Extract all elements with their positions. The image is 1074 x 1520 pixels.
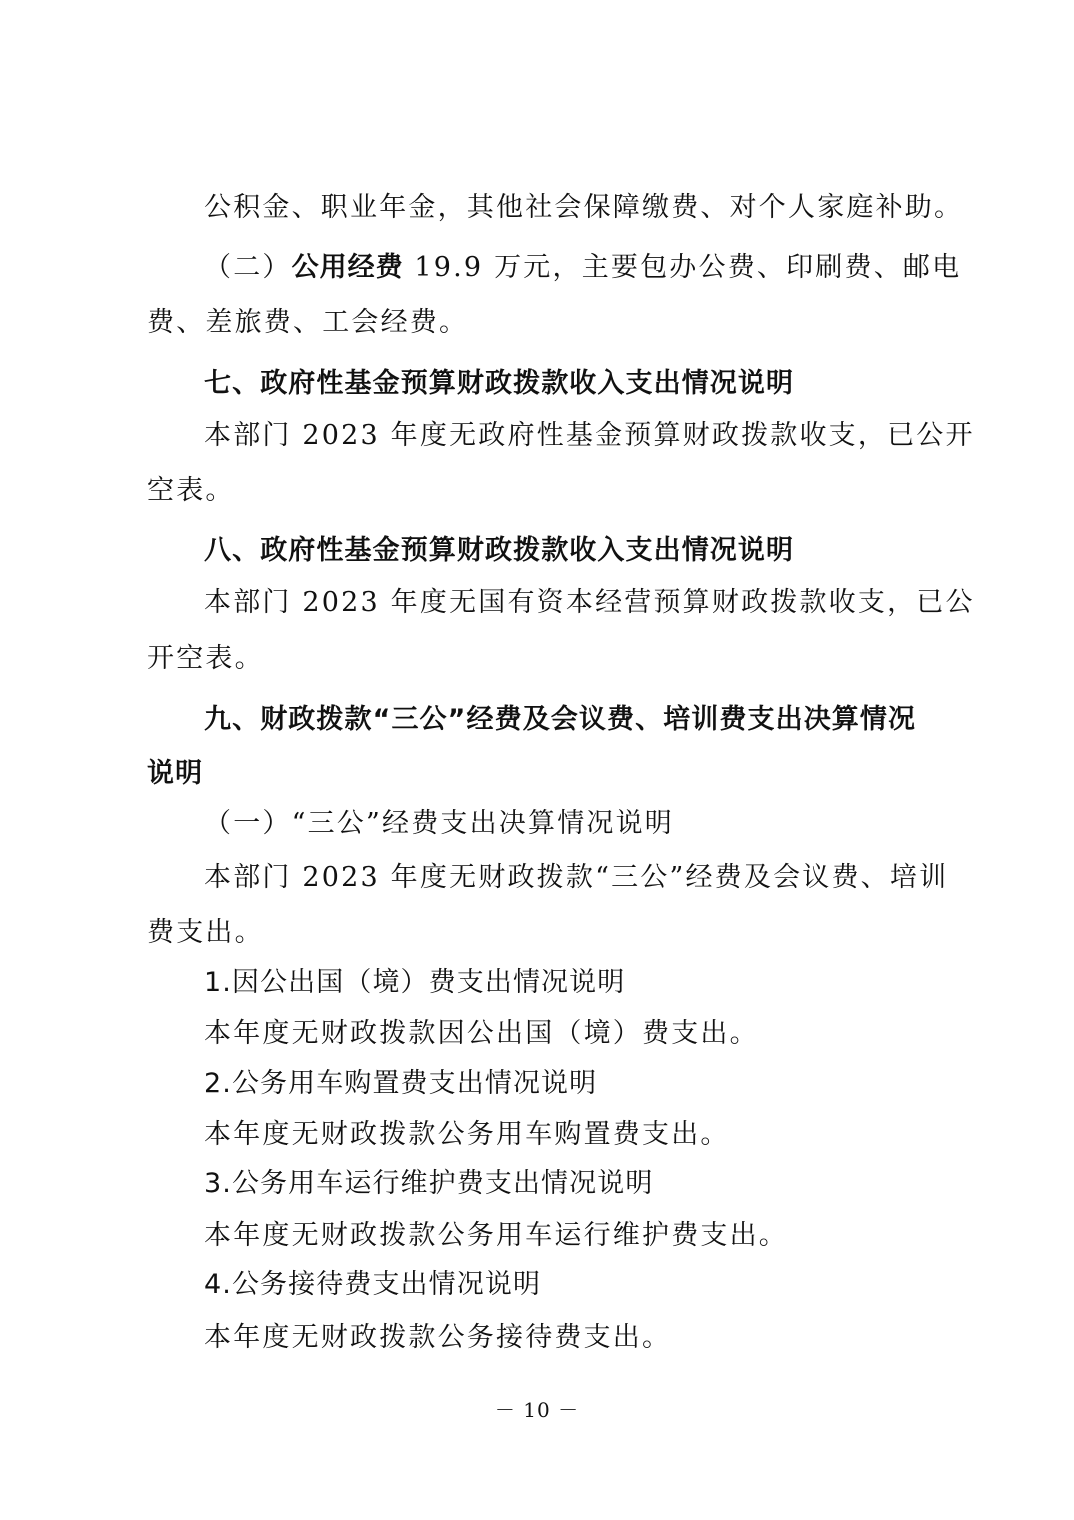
section-heading-7: 七、政府性基金预算财政拨款收入支出情况说明 [204,368,795,399]
page-number: － 10 － [494,1398,580,1422]
public-expense-label: 公用经费 [291,252,404,283]
section-heading-9-continued: 说明 [147,758,204,789]
public-expense-prefix: （二） [204,252,292,283]
paragraph-line: 本年度无财政拨款因公出国（境）费支出。 [204,1018,759,1049]
paragraph-line: 本部门 2023 年度无国有资本经营预算财政拨款收支，已公 [204,587,975,618]
paragraph-line: 开空表。 [147,643,264,674]
paragraph-line: 空表。 [147,475,235,506]
paragraph-line: 本年度无财政拨款公务接待费支出。 [204,1322,672,1353]
public-expense-text: 19.9 万元，主要包办公费、印刷费、邮电 [403,252,962,283]
paragraph-line: 费支出。 [147,917,264,948]
public-expense-line [204,248,961,288]
paragraph-line: 本年度无财政拨款公务用车运行维护费支出。 [204,1220,788,1251]
paragraph-line: 本年度无财政拨款公务用车购置费支出。 [204,1119,730,1150]
subsection-heading: （一）“三公”经费支出决算情况说明 [204,808,675,839]
paragraph-line: 本部门 2023 年度无政府性基金预算财政拨款收支，已公开 [204,420,975,451]
section-heading-8: 八、政府性基金预算财政拨款收入支出情况说明 [204,535,795,566]
item-heading-2: 2.公务用车购置费支出情况说明 [204,1068,598,1099]
item-heading-4: 4.公务接待费支出情况说明 [204,1269,542,1300]
item-heading-1: 1.因公出国（境）费支出情况说明 [204,967,626,998]
item-heading-3: 3.公务用车运行维护费支出情况说明 [204,1168,654,1199]
paragraph-line: 本部门 2023 年度无财政拨款“三公”经费及会议费、培训 [204,862,949,893]
paragraph-line: 费、差旅费、工会经费。 [147,307,469,338]
paragraph-line: 公积金、职业年金，其他社会保障缴费、对个人家庭补助。 [204,192,964,223]
section-heading-9: 九、财政拨款“三公”经费及会议费、培训费支出决算情况 [204,704,917,735]
